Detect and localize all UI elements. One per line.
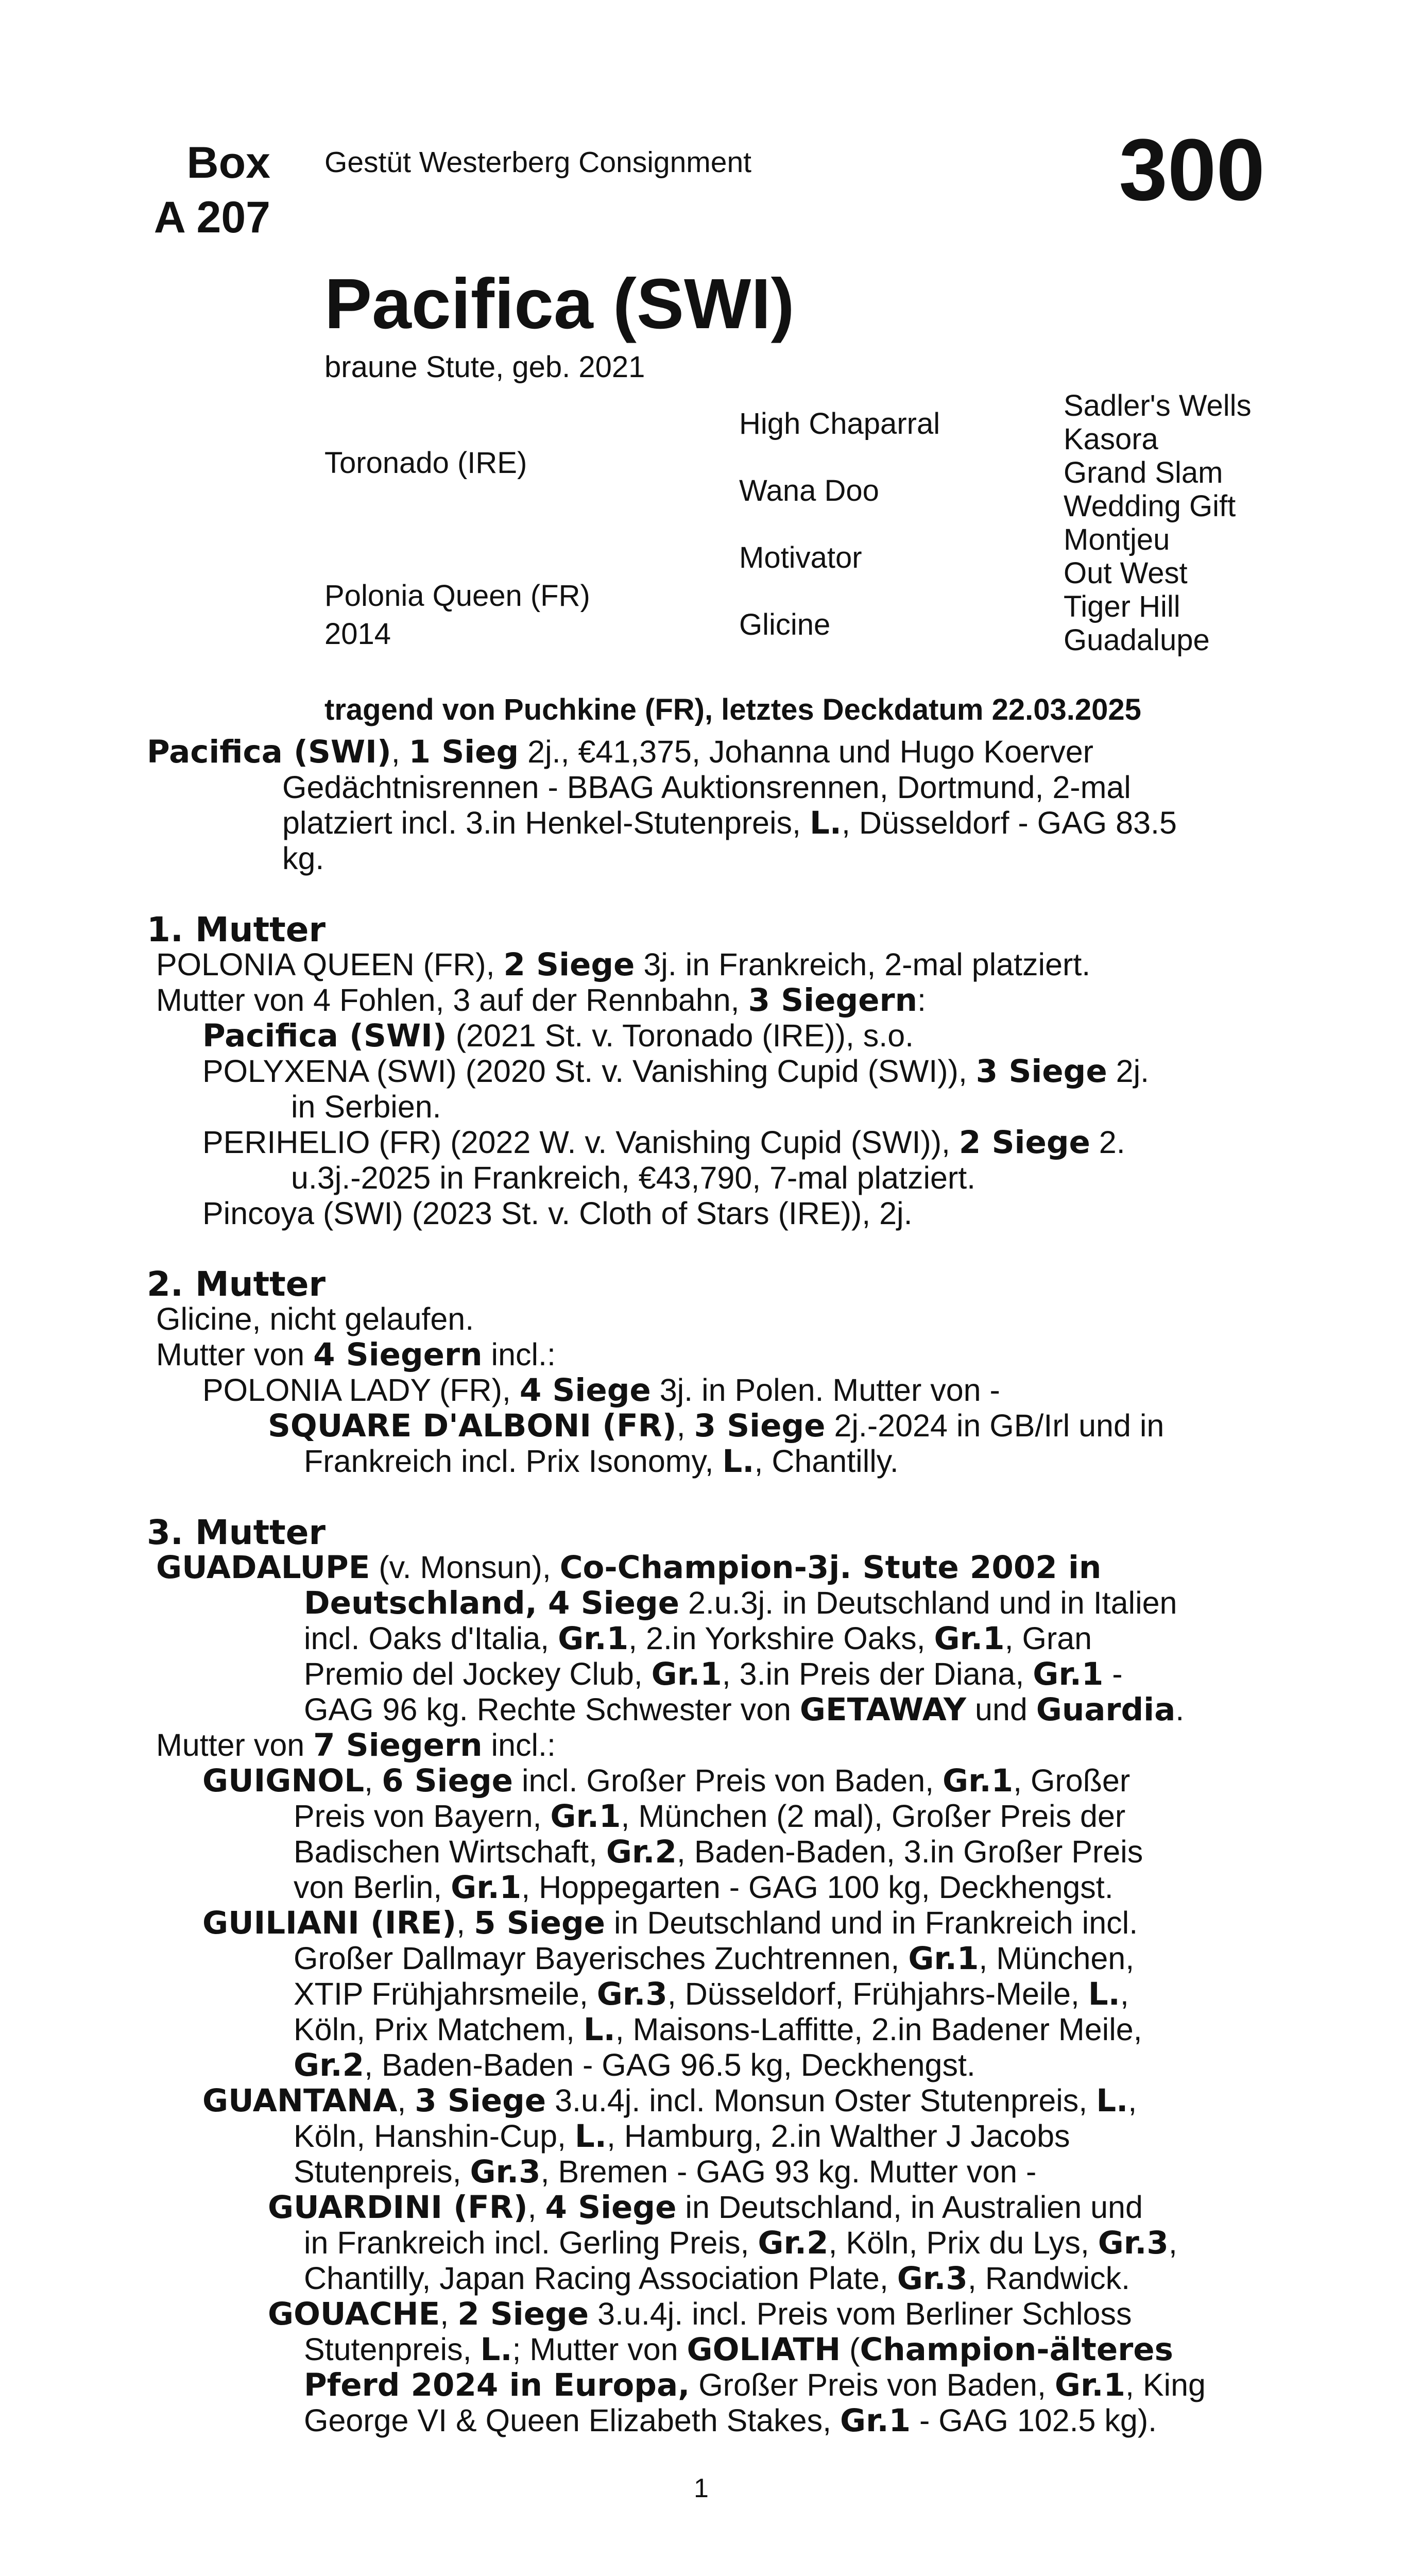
mutter2-grandchild-1: SQUARE D'ALBONI (FR), 3 Siege 2j.-2024 in GB/Irl und in [268,1408,1165,1444]
summary-line-4: kg. [282,841,324,876]
pedigree-sire: Toronado (IRE) [324,446,527,480]
section-heading-mutter-2: 2. Mutter [147,1264,326,1304]
guignol-line-1: GUIGNOL, 6 Siege incl. Großer Preis von Baden, Gr.1, Großer [202,1762,1131,1799]
page-number: 1 [694,2473,709,2503]
gouache-line-4: George VI & Queen Elizabeth Stakes, Gr.1 - GAG 102.5 kg). [304,2402,1157,2439]
summary-name: Pacifica (SWI) [147,734,391,770]
summary-line-2: Gedächtnisrennen - BBAG Auktionsrennen, Dortmund, 2-mal [282,770,1131,805]
mutter1-offspring-line: Mutter von 4 Fohlen, 3 auf der Rennbahn, 3 Siegern: [156,982,926,1019]
mutter3-line-3: incl. Oaks d'Italia, Gr.1, 2.in Yorkshire Oaks, Gr.1, Gran [304,1620,1092,1657]
horse-description: braune Stute, geb. 2021 [324,350,645,384]
mutter3-line-1: GUADALUPE (v. Monsun), Co-Champion-3j. Stute 2002 in [156,1549,1102,1586]
summary-line-3: platziert incl. 3.in Henkel-Stutenpreis, L., Düsseldorf - GAG 83.5 [282,805,1177,841]
guantana-line-2: Köln, Hanshin-Cup, L., Hamburg, 2.in Walther J Jacobs [294,2118,1070,2155]
guiliani-line-4: Köln, Prix Matchem, L., Maisons-Laffitte, 2.in Badener Meile, [294,2011,1142,2048]
guiliani-line-1: GUILIANI (IRE), 5 Siege in Deutschland und in Frankreich incl. [202,1905,1138,1941]
summary-wins: 1 Sieg [408,734,519,770]
pedigree-great-6: Out West [1064,556,1188,590]
mutter3-offspring-line: Mutter von 7 Siegern incl.: [156,1727,556,1764]
pedigree-dam-year: 2014 [324,617,391,651]
mutter2-child-1: POLONIA LADY (FR), 4 Siege 3j. in Polen. Mutter von - [202,1372,1000,1409]
lot-number: 300 [1119,121,1265,219]
guantana-line-3: Stutenpreis, Gr.3, Bremen - GAG 93 kg. Mutter von - [294,2154,1037,2190]
pedigree-great-1: Sadler's Wells [1064,389,1252,422]
covering-note: tragend von Puchkine (FR), letztes Deckdatum 22.03.2025 [324,693,1141,726]
guantana-line-1: GUANTANA, 3 Siege 3.u.4j. incl. Monsun Oster Stutenpreis, L., [202,2082,1137,2119]
box-label: Box [186,138,270,188]
guignol-line-4: von Berlin, Gr.1, Hoppegarten - GAG 100 kg, Deckhengst. [294,1869,1114,1906]
mutter1-child-2: POLYXENA (SWI) (2020 St. v. Vanishing Cupid (SWI)), 3 Siege 2j. [202,1053,1150,1090]
guardini-line-1: GUARDINI (FR), 4 Siege in Deutschland, in Australien und [268,2189,1143,2226]
mutter2-offspring-line: Mutter von 4 Siegern incl.: [156,1336,556,1373]
pedigree-grand-1: High Chaparral [739,407,940,440]
summary-line-1: Pacifica (SWI), 1 Sieg 2j., €41,375, Johanna und Hugo Koerver [147,734,1093,770]
mutter3-line-4: Premio del Jockey Club, Gr.1, 3.in Preis der Diana, Gr.1 - [304,1656,1123,1692]
mutter2-line-1: Glicine, nicht gelaufen. [156,1301,474,1336]
gouache-line-3: Pferd 2024 in Europa, Großer Preis von Baden, Gr.1, King [304,2367,1206,2403]
pedigree-great-7: Tiger Hill [1064,590,1180,623]
pedigree-grand-3: Motivator [739,541,862,574]
mutter3-line-5: GAG 96 kg. Rechte Schwester von GETAWAY und Guardia. [304,1691,1185,1728]
mutter1-child-3-cont: u.3j.-2025 in Frankreich, €43,790, 7-mal platziert. [291,1160,976,1195]
guardini-line-3: Chantilly, Japan Racing Association Plate, Gr.3, Randwick. [304,2260,1131,2297]
mutter2-grandchild-1-cont: Frankreich incl. Prix Isonomy, L., Chantilly. [304,1443,899,1480]
pedigree-grand-4: Glicine [739,608,831,641]
guignol-line-3: Badischen Wirtschaft, Gr.2, Baden-Baden, 3.in Großer Preis [294,1834,1143,1870]
guardini-line-2: in Frankreich incl. Gerling Preis, Gr.2, Köln, Prix du Lys, Gr.3, [304,2225,1177,2261]
guignol-line-2: Preis von Bayern, Gr.1, München (2 mal), Großer Preis der [294,1798,1126,1835]
section-heading-mutter-1: 1. Mutter [147,910,326,950]
pedigree-grand-2: Wana Doo [739,474,879,507]
mutter1-child-4: Pincoya (SWI) (2023 St. v. Cloth of Stars (IRE)), 2j. [202,1196,913,1231]
pedigree-great-2: Kasora [1064,422,1158,456]
guiliani-line-3: XTIP Frühjahrsmeile, Gr.3, Düsseldorf, Frühjahrs-Meile, L., [294,1976,1129,2012]
gouache-line-1: GOUACHE, 2 Siege 3.u.4j. incl. Preis vom Berliner Schloss [268,2296,1132,2332]
mutter3-line-2: Deutschland, 4 Siege 2.u.3j. in Deutschland und in Italien [304,1585,1177,1621]
pedigree-great-4: Wedding Gift [1064,489,1236,523]
pedigree-great-8: Guadalupe [1064,623,1210,657]
mutter1-dam-line: POLONIA QUEEN (FR), 2 Siege 3j. in Frankreich, 2-mal platziert. [156,946,1091,983]
box-number: A 207 [153,193,270,242]
mutter1-child-2-cont: in Serbien. [291,1089,441,1124]
guiliani-line-2: Großer Dallmayr Bayerisches Zuchtrennen, Gr.1, München, [294,1940,1135,1977]
gouache-line-2: Stutenpreis, L.; Mutter von GOLIATH (Champion-älteres [304,2331,1173,2368]
pedigree-great-5: Montjeu [1064,523,1170,556]
mutter1-child-1: Pacifica (SWI) (2021 St. v. Toronado (IRE)), s.o. [202,1018,914,1054]
consignor: Gestüt Westerberg Consignment [324,146,752,179]
horse-name: Pacifica (SWI) [324,264,795,344]
pedigree-great-3: Grand Slam [1064,456,1223,489]
pedigree-dam: Polonia Queen (FR) [324,579,590,613]
mutter1-child-3: PERIHELIO (FR) (2022 W. v. Vanishing Cupid (SWI)), 2 Siege 2. [202,1124,1125,1161]
guiliani-line-5: Gr.2, Baden-Baden - GAG 96.5 kg, Deckhengst. [294,2047,975,2083]
section-heading-mutter-3: 3. Mutter [147,1513,326,1552]
